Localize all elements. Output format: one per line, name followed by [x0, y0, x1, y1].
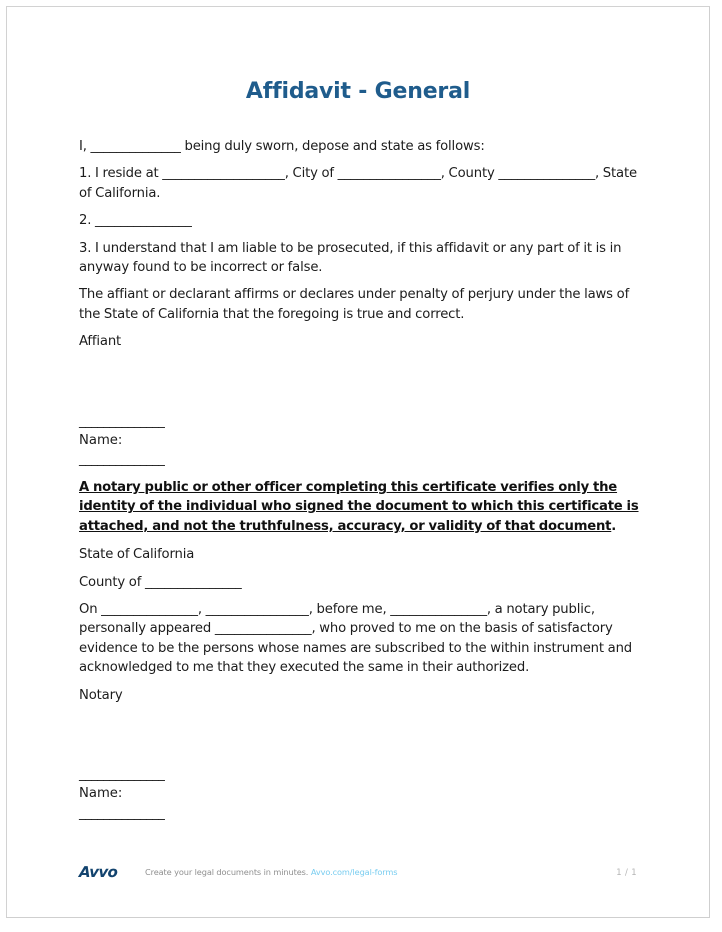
notary-advisory-paragraph: [79, 478, 643, 536]
footer-tagline: [145, 867, 397, 877]
document-body: [79, 137, 643, 823]
affidavit-item-2: 2. _______________: [79, 213, 192, 229]
page-content-area: [7, 7, 709, 917]
affiant-signature-space: [79, 360, 643, 412]
notary-name-label: Name:: [79, 786, 123, 802]
notary-name-line: ______________: [79, 805, 165, 821]
affidavit-perjury-paragraph: The affiant or declarant affirms or declares under penalty of perjury under the laws of the State of California that the foregoing is true and correct.: [79, 287, 630, 322]
footer-link[interactable]: Avvo.com/legal-forms: [310, 867, 398, 877]
affidavit-item-1: 1. I reside at ___________________, City of ________________, County _______________, State of California.: [79, 166, 637, 201]
notary-advisory-period: .: [611, 518, 617, 534]
page-footer: [7, 863, 709, 885]
notary-signature-space: [79, 713, 643, 765]
affiant-name-line: ______________: [79, 452, 165, 468]
advisory-spacer: [79, 470, 643, 478]
affiant-label: Affiant: [79, 334, 122, 350]
affidavit-intro-paragraph: I, ______________ being duly sworn, depose and state as follows:: [79, 139, 485, 154]
notary-state-line: State of California: [79, 547, 195, 563]
notary-label: Notary: [79, 687, 123, 703]
footer-tagline-text: Create your legal documents in minutes.: [145, 867, 309, 877]
affiant-signature-line: ______________: [79, 413, 165, 429]
notary-acknowledgment-paragraph: On _______________, ________________, before me, _______________, a notary public, personally appeared _______________, who proved to me on the basis of satisfactory evidence to be the persons whose names are subscribed to the within instrument and acknowledged to me that they executed the same in their authorized.: [79, 601, 633, 676]
page-indicator: 1 / 1: [616, 867, 637, 877]
page-title: Affidavit - General: [245, 79, 471, 104]
avvo-logo: Avvo: [78, 863, 118, 881]
notary-signature-line: ______________: [79, 766, 165, 782]
affidavit-item-3: 3. I understand that I am liable to be prosecuted, if this affidavit or any part of it is in anyway found to be incorrect or false.: [79, 240, 622, 276]
notary-advisory-text: A notary public or other officer completing this certificate verifies only the identity of the individual who signed the document to which this certificate is attached, and not the truthfulness, accuracy, or validity of that document: [79, 479, 639, 534]
document-page: [6, 6, 710, 918]
notary-county-line: County of _______________: [79, 574, 242, 590]
affiant-name-label: Name:: [79, 433, 123, 449]
